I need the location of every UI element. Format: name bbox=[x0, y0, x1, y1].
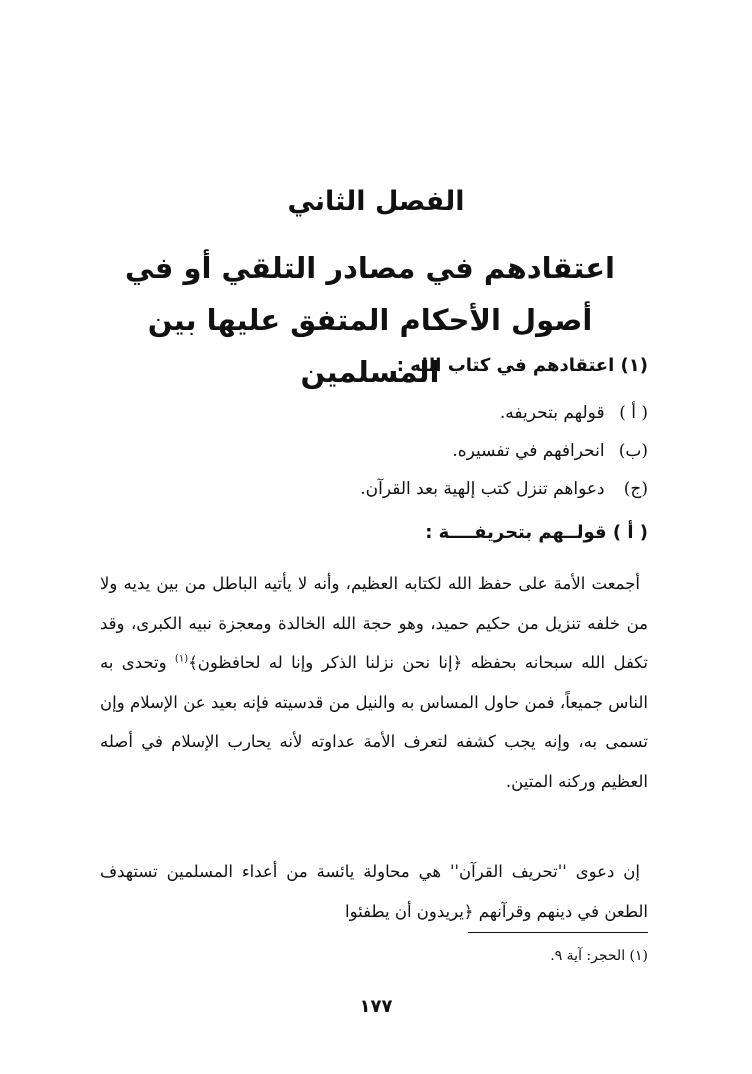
chapter-label: الفصل الثاني bbox=[287, 186, 465, 217]
list-item-marker: ( أ ) bbox=[619, 403, 648, 423]
chapter-title: اعتقادهم في مصادر التلقي أو في أصول الأحكام المتفق عليها بين المسلمين bbox=[125, 251, 615, 389]
list-item-text: قولهم بتحريفه. bbox=[499, 403, 605, 423]
page-number: ١٧٧ bbox=[359, 996, 393, 1017]
list-item bbox=[128, 394, 648, 432]
footnote-reference: (١) bbox=[174, 653, 189, 665]
paragraph-text: أجمعت الأمة على حفظ الله لكتابه العظيم، وأنه لا يأتيه الباطل من بين يديه ولا من خلفه تنزيل من حكيم حميد، وهو حجة الله الخالدة ومعجزة نبيه الكبرى، وقد تكفل الله سبحانه بحفظه ﴿إنا نحن نزلنا الذكر وإنا له لحافظون﴾ bbox=[100, 574, 649, 672]
body-paragraph: إن دعوى ''تحريف القرآن'' هي محاولة يائسة من أعداء المسلمين تستهدف الطعن في دينهم وقرآنهم ﴿يريدون أن يطفئوا bbox=[100, 862, 648, 921]
list-item-marker: (ب) bbox=[618, 441, 648, 461]
list-item bbox=[128, 432, 648, 470]
list-item-marker: (ج) bbox=[623, 479, 648, 499]
footnote-divider bbox=[468, 932, 648, 933]
paragraph-text: وتحدى به الناس جميعاً، فمن حاول المساس به والنيل من قدسيته فإنه بعيد عن الإسلام وإن تسمى به، وإنه يجب كشفه لتعرف الأمة عداوته لأنه يحارب الإسلام في أصله العظيم وركنه المتين. bbox=[100, 653, 648, 791]
list-item bbox=[128, 470, 648, 508]
section-sub-list bbox=[128, 394, 648, 508]
section-heading: (١) اعتقادهم في كتاب الله : bbox=[396, 355, 648, 376]
list-item-text: انحرافهم في تفسيره. bbox=[452, 441, 605, 461]
footnote: (١) الحجر: آية ٩. bbox=[550, 948, 648, 964]
body-paragraph bbox=[100, 564, 648, 801]
list-item-text: دعواهم تنزل كتب إلهية بعد القرآن. bbox=[360, 479, 605, 499]
subsection-heading: ( أ ) قولــهم بتحريفــــة : bbox=[425, 522, 648, 543]
